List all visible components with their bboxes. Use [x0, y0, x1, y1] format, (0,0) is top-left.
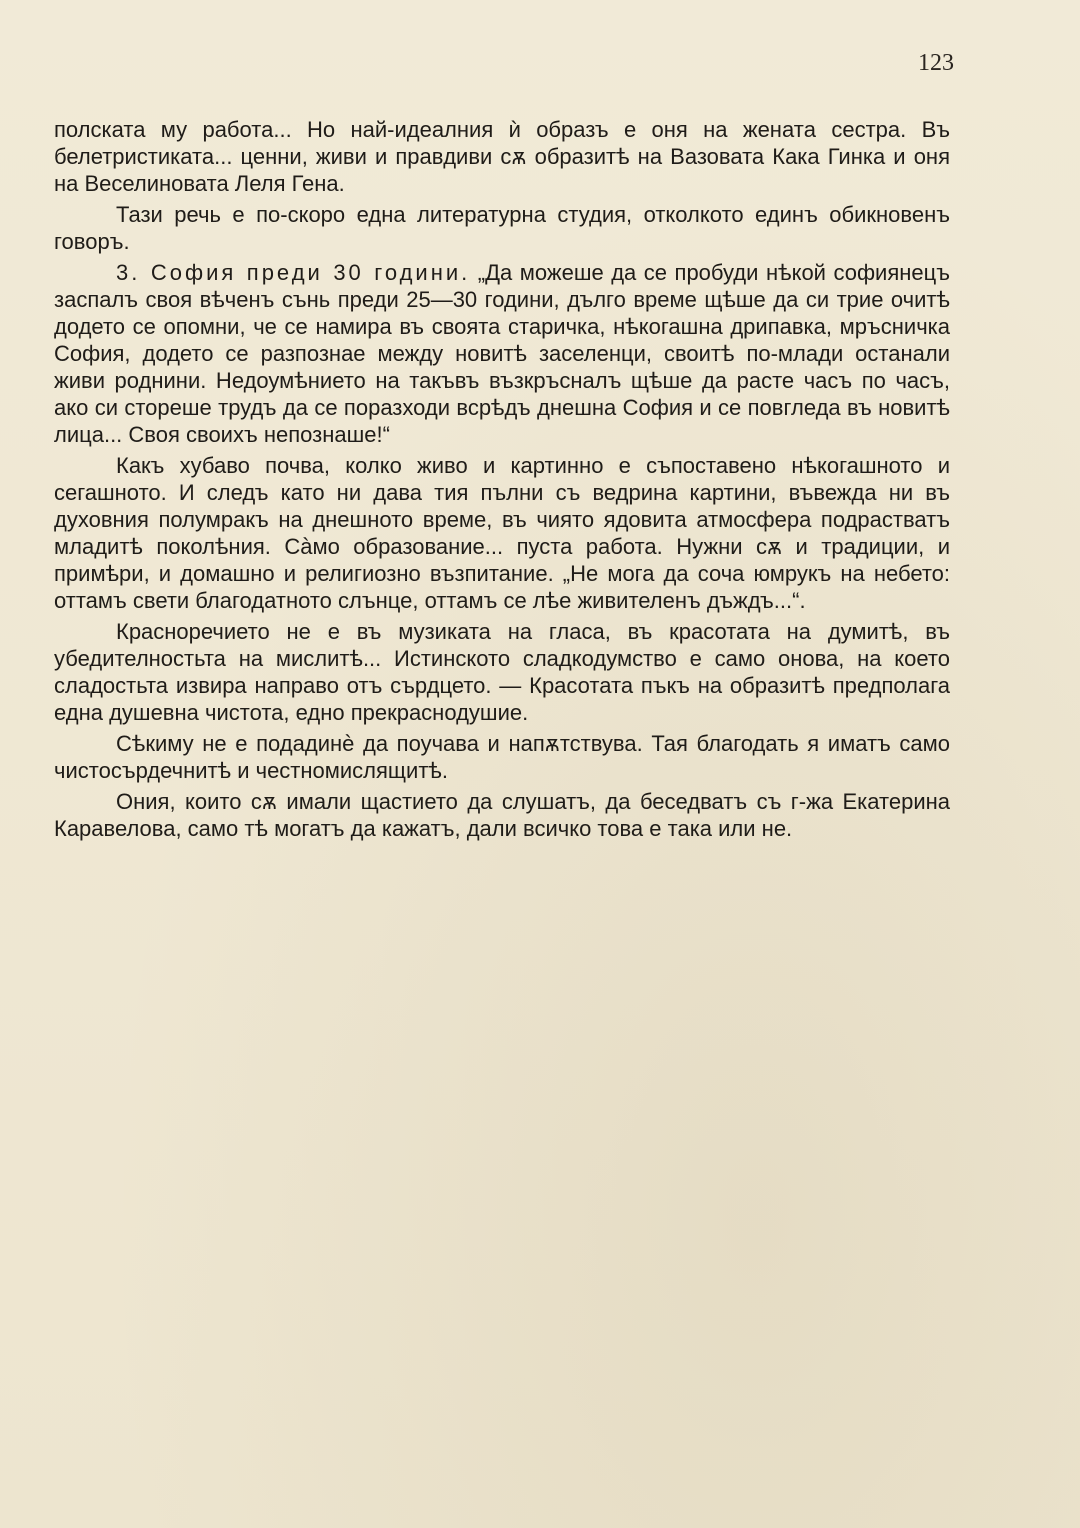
- paragraph-3: [54, 259, 950, 448]
- paragraph-1-text: полската му работа... Но най-идеалния ѝ образъ е оня на женатa сестра. Въ белетристиката... ценни, живи и правдиви сѫ образитѣ на Вазовата Кака Гинка и оня на Веселиновата Леля Гена.: [54, 117, 950, 196]
- paragraph-5: [54, 618, 950, 726]
- page-number: 123: [918, 50, 954, 76]
- paragraph-2-text: Тази речь е по-скоро една литературна студия, отколкото единъ обикновенъ говоръ.: [54, 202, 950, 254]
- paragraph-6-text: Сѣкиму не е подадинè да поучава и напѫтствува. Тая благодать я иматъ само чистосърдечнитѣ и честномислящитѣ.: [54, 731, 950, 783]
- paragraph-4: [54, 452, 950, 614]
- paragraph-5-text: Красноречието не е въ музиката на гласа, въ красотата на думитѣ, въ убедителностьта на мислитѣ... Истинското сладкодумство е само онова, на което сладостьта извира направо отъ сърдцето. — Красотата пъкъ на образитѣ предполага една душевна чистота, едно прекраснодушие.: [54, 619, 950, 725]
- paragraph-6: [54, 730, 950, 784]
- paragraph-3-text: „Да можеше да се пробуди нѣкой софиянецъ заспалъ своя вѣченъ сънь преди 25—30 години, дълго време щѣше да си трие очитѣ додето се опомни, че се намира въ своята старичка, нѣкогашна дрипавка, мръсничка София, додето се разпознае между новитѣ заселенци, своитѣ по-млади останали живи роднини. Недоумѣнието на такъвъ възкръсналъ щѣше да расте часъ по часъ, ако си стореше трудъ да се поразходи всрѣдъ днешна София и се повгледа въ новитѣ лица... Своя своихъ непознаше!“: [54, 260, 950, 447]
- section-heading: 3. София преди 30 години.: [116, 260, 471, 285]
- paragraph-7: [54, 788, 950, 842]
- paragraph-1: [54, 116, 950, 197]
- paragraph-2: [54, 201, 950, 255]
- body-text: [54, 116, 950, 846]
- paragraph-4-text: Какъ хубаво почва, колко живо и картинно е съпоставено нѣкогашното и сегашното. И следъ като ни дава тия пълни съ ведрина картини, въвежда ни въ духовния полумракъ на днешното време, въ чиято ядовита атмосфера подрастватъ младитѣ поколѣния. Сàмо образование... пуста работа. Нужни сѫ и традиции, и примѣри, и домашно и религиозно възпитание. „Не мога да соча юмрукъ на небето: оттамъ свети благодатното слънце, оттамъ се лѣе живителенъ дъждъ...“.: [54, 453, 950, 613]
- paragraph-7-text: Ония, които сѫ имали щастието да слушатъ, да беседватъ съ г-жа Екатерина Каравелова, само тѣ могатъ да кажатъ, дали всичко това е така или не.: [54, 789, 950, 841]
